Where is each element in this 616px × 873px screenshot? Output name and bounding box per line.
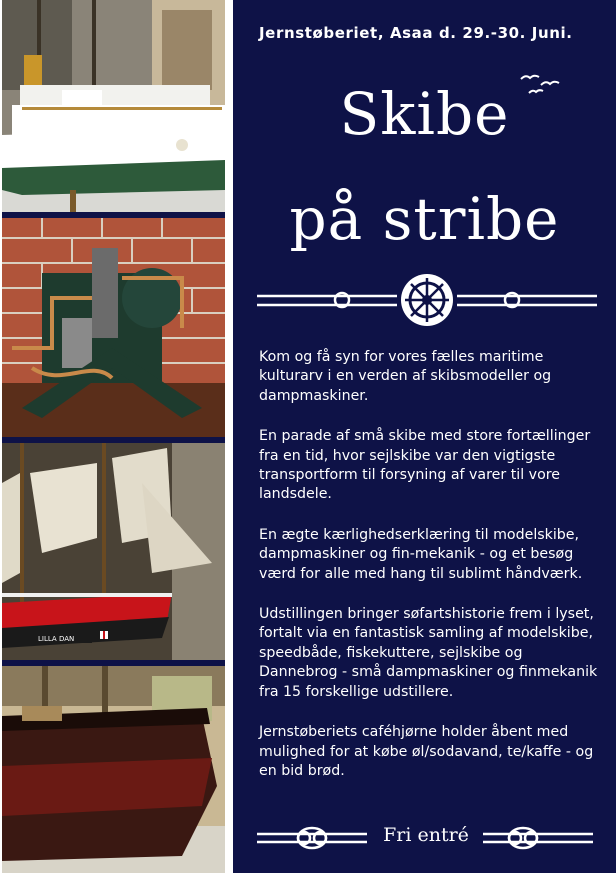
ship-hull-name: LILLA DAN xyxy=(38,635,75,643)
rope-divider xyxy=(257,274,597,328)
free-entry-label: Fri entré xyxy=(383,824,469,846)
paragraph-love: En ægte kærlighedserklæring til modelskibe, dampmaskiner og fin-mekanik - og et besøg værd for alle med hang til sublimt håndværk. xyxy=(259,526,583,582)
ship-wheel-icon xyxy=(401,274,453,326)
photo-column xyxy=(0,0,230,873)
photo-steam-engine-model xyxy=(2,218,225,443)
title-line-1: Skibe xyxy=(339,80,510,148)
info-panel xyxy=(233,0,616,873)
photo-boat-hull xyxy=(2,666,225,873)
event-date-location: Jernstøberiet, Asaa d. 29.-30. Juni. xyxy=(259,24,573,42)
rope-knot-icon xyxy=(257,823,367,853)
paragraph-cafe: Jernstøberiets caféhjørne holder åbent med mulighed for at købe øl/sodavand, te/kaffe - og en bid brød. xyxy=(259,724,594,779)
rope-knot-icon xyxy=(483,823,593,853)
title-line-2: på stribe xyxy=(289,185,560,253)
paragraph-exhibition: Udstillingen bringer søfartshistorie frem i lyset, fortalt via en fantastisk samling af modelskibe, speedbåde, fiskekuttere, sejlskibe og Dannebrog - små dampmaskiner og finmekanik fra 15 forskellige udstillere. xyxy=(259,606,598,700)
paragraph-parade: En parade af små skibe med store fortællinger fra en tid, hvor sejlskibe var den vigtigste transportform til forsyning af varer til vore landsdele. xyxy=(259,428,591,503)
photo-steamship-model xyxy=(2,0,225,218)
photo-sailing-ship-model xyxy=(2,443,225,666)
description xyxy=(259,348,604,802)
paragraph-intro: Kom og få syn for vores fælles maritime kulturarv i en verden af skibsmodeller og dampmaskiner. xyxy=(259,349,552,404)
